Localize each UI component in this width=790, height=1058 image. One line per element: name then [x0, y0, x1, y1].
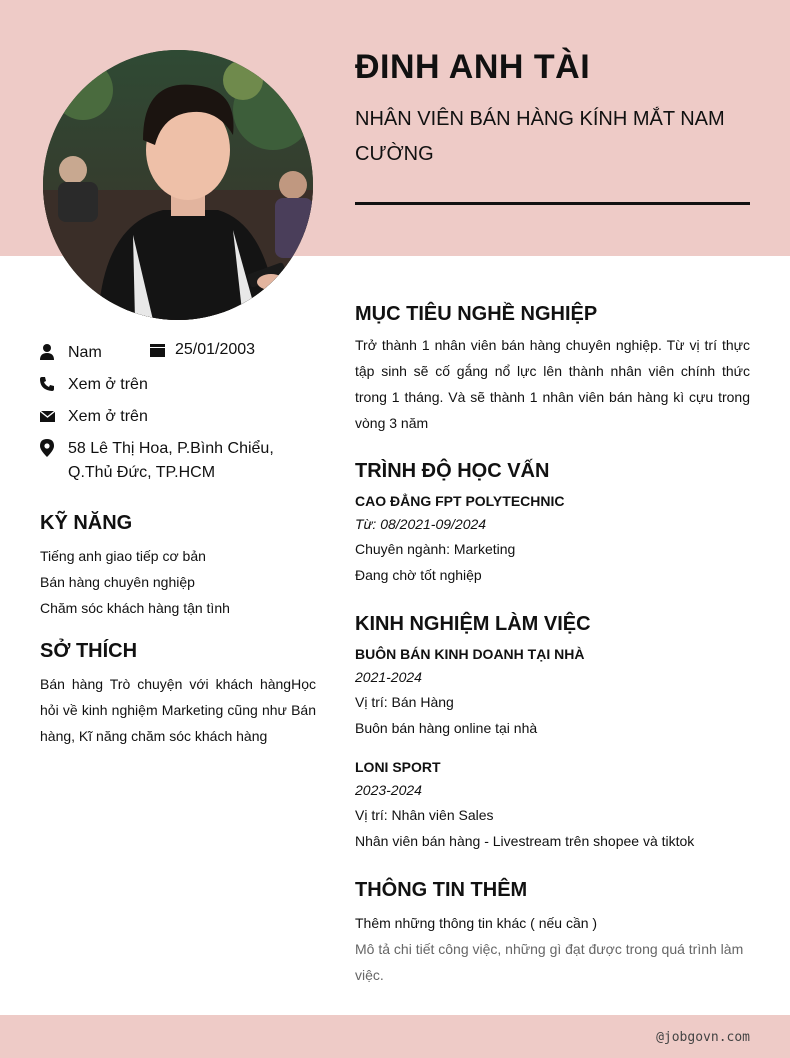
skill-item: Chăm sóc khách hàng tận tình	[40, 600, 230, 616]
job-period: 2023-2024	[355, 782, 422, 798]
full-name: ĐINH ANH TÀI	[355, 48, 591, 86]
birthdate-row	[150, 341, 255, 359]
job-entry	[355, 756, 750, 854]
extra-info	[355, 910, 750, 988]
calendar-icon	[150, 344, 175, 357]
job-position: Vị trí: Bán Hàng	[355, 694, 454, 710]
hobbies-title: SỞ THÍCH	[40, 640, 138, 662]
education-period: Từ: 08/2021-09/2024	[355, 516, 487, 532]
phone-value: Xem ở trên	[68, 376, 148, 393]
job-description: Nhân viên bán hàng - Livestream trên shopee và tiktok	[355, 833, 695, 849]
education-entry	[355, 490, 750, 588]
person-icon	[40, 341, 68, 363]
company-name: BUÔN BÁN KINH DOANH TẠI NHÀ	[355, 646, 585, 662]
experience-title: KINH NGHIỆM LÀM VIỆC	[355, 613, 591, 635]
address-row	[40, 437, 320, 485]
footer-brand: @jobgovn.com	[656, 1030, 750, 1045]
address-value: 58 Lê Thị Hoa, P.Bình Chiểu, Q.Thủ Đức, TP.HCM	[68, 440, 274, 481]
gender-row	[40, 341, 102, 365]
avatar	[43, 50, 313, 320]
extra-description: Mô tả chi tiết công việc, những gì đạt được trong quá trình làm việc.	[355, 941, 744, 983]
location-icon	[40, 437, 68, 459]
company-name: LONI SPORT	[355, 759, 441, 775]
objective-text: Trở thành 1 nhân viên bán hàng chuyên nghiệp. Từ vị trí thực tập sinh sẽ cố gắng nổ lực lên thành nhân viên chính thức trong 1 tháng. Và sẽ thành 1 nhân viên bán hàng kì cựu trong vòng 3 năm	[355, 337, 750, 431]
objective-title: MỤC TIÊU NGHỀ NGHIỆP	[355, 303, 598, 325]
skill-item: Bán hàng chuyên nghiệp	[40, 574, 195, 590]
job-position: Vị trí: Nhân viên Sales	[355, 807, 494, 823]
phone-icon	[40, 373, 68, 395]
title-divider	[355, 202, 750, 205]
job-title: NHÂN VIÊN BÁN HÀNG KÍNH MẮT NAM CƯỜNG	[355, 108, 725, 165]
job-entry	[355, 643, 750, 741]
skills-list	[40, 543, 316, 621]
extra-line: Thêm những thông tin khác ( nếu cần )	[355, 915, 598, 931]
email-value: Xem ở trên	[68, 408, 148, 425]
gender-value: Nam	[68, 344, 102, 361]
education-title: TRÌNH ĐỘ HỌC VẤN	[355, 460, 550, 482]
phone-row	[40, 373, 148, 397]
birthdate-value: 25/01/2003	[175, 341, 256, 358]
extra-title: THÔNG TIN THÊM	[355, 879, 528, 901]
job-description: Buôn bán hàng online tại nhà	[355, 720, 538, 736]
email-row	[40, 405, 148, 429]
skill-item: Tiếng anh giao tiếp cơ bản	[40, 548, 206, 564]
education-major: Chuyên ngành: Marketing	[355, 541, 516, 557]
education-status: Đang chờ tốt nghiệp	[355, 567, 482, 583]
email-icon	[40, 405, 68, 427]
hobbies-text: Bán hàng Trò chuyện với khách hàngHọc hỏi về kinh nghiệm Marketing cũng như Bán hàng, Kĩ năng chăm sóc khách hàng	[40, 676, 316, 744]
skills-title: KỸ NĂNG	[40, 512, 133, 534]
job-period: 2021-2024	[355, 669, 422, 685]
school-name: CAO ĐẲNG FPT POLYTECHNIC	[355, 493, 565, 509]
